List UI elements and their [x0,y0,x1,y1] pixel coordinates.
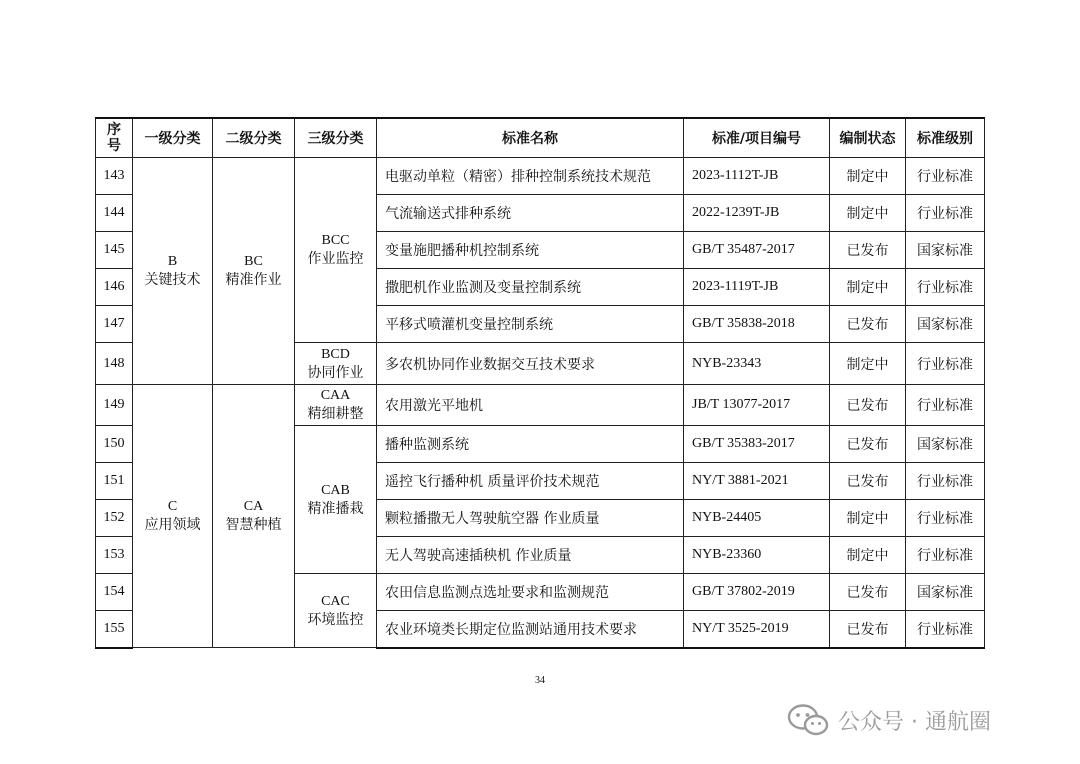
level-cell: 行业标准 [906,463,985,500]
level-cell: 行业标准 [906,500,985,537]
status-cell: 已发布 [830,574,906,611]
header-seq: 序 号 [96,118,133,158]
status-cell: 已发布 [830,306,906,343]
level3-category-bcd: BCD 协同作业 [295,343,377,385]
standard-name: 农业环境类长期定位监测站通用技术要求 [377,611,684,648]
level-cell: 行业标准 [906,537,985,574]
row-number: 148 [96,343,133,385]
status-cell: 已发布 [830,385,906,426]
row-number: 150 [96,426,133,463]
standard-code: NYB-24405 [684,500,830,537]
level-cell: 行业标准 [906,195,985,232]
row-number: 152 [96,500,133,537]
standard-code: 2023-1112T-JB [684,158,830,195]
standard-code: NY/T 3881-2021 [684,463,830,500]
status-cell: 已发布 [830,232,906,269]
level3-category-caa: CAA 精细耕整 [295,385,377,426]
header-level3: 三级分类 [295,118,377,158]
level1-category-c: C 应用领域 [133,385,213,648]
level2-category-bc: BC 精准作业 [213,158,295,385]
standard-code: GB/T 35383-2017 [684,426,830,463]
row-number: 144 [96,195,133,232]
standard-code: GB/T 35838-2018 [684,306,830,343]
table-header-row [96,118,985,158]
standard-name: 变量施肥播种机控制系统 [377,232,684,269]
header-level2: 二级分类 [213,118,295,158]
standard-name: 电驱动单粒（精密）排种控制系统技术规范 [377,158,684,195]
standard-name: 多农机协同作业数据交互技术要求 [377,343,684,385]
status-cell: 制定中 [830,269,906,306]
level-cell: 行业标准 [906,158,985,195]
row-number: 154 [96,574,133,611]
page-number: 34 [535,675,545,686]
level-cell: 行业标准 [906,269,985,306]
header-level: 标准级别 [906,118,985,158]
status-cell: 已发布 [830,611,906,648]
level-cell: 国家标准 [906,426,985,463]
level2-category-ca: CA 智慧种植 [213,385,295,648]
status-cell: 制定中 [830,537,906,574]
standard-name: 农用激光平地机 [377,385,684,426]
level-cell: 国家标准 [906,232,985,269]
standard-code: NY/T 3525-2019 [684,611,830,648]
status-cell: 已发布 [830,426,906,463]
level-cell: 行业标准 [906,385,985,426]
status-cell: 制定中 [830,195,906,232]
header-code: 标准/项目编号 [684,118,830,158]
level-cell: 行业标准 [906,611,985,648]
row-number: 147 [96,306,133,343]
standard-name: 农田信息监测点选址要求和监测规范 [377,574,684,611]
level3-category-cac: CAC 环境监控 [295,574,377,648]
row-number: 153 [96,537,133,574]
row-number: 145 [96,232,133,269]
level3-category-cab: CAB 精准播栽 [295,426,377,574]
header-status: 编制状态 [830,118,906,158]
level-cell: 国家标准 [906,306,985,343]
standard-name: 气流输送式排种系统 [377,195,684,232]
status-cell: 已发布 [830,463,906,500]
row-number: 155 [96,611,133,648]
watermark-text: 公众号 · 通航圈 [838,709,991,735]
level1-category-b: B 关键技术 [133,158,213,385]
standard-code: 2022-1239T-JB [684,195,830,232]
standard-name: 平移式喷灌机变量控制系统 [377,306,684,343]
row-number: 149 [96,385,133,426]
header-name: 标准名称 [377,118,684,158]
standard-name: 颗粒播撒无人驾驶航空器 作业质量 [377,500,684,537]
standard-name: 遥控飞行播种机 质量评价技术规范 [377,463,684,500]
standard-code: NYB-23343 [684,343,830,385]
table-row [96,385,985,426]
table-row [96,158,985,195]
standard-code: GB/T 37802-2019 [684,574,830,611]
level3-category-bcc: BCC 作业监控 [295,158,377,343]
status-cell: 制定中 [830,343,906,385]
standard-name: 播种监测系统 [377,426,684,463]
level-cell: 国家标准 [906,574,985,611]
status-cell: 制定中 [830,158,906,195]
watermark [786,700,991,740]
row-number: 146 [96,269,133,306]
standards-table [95,117,985,649]
standard-code: 2023-1119T-JB [684,269,830,306]
header-level1: 一级分类 [133,118,213,158]
status-cell: 制定中 [830,500,906,537]
level-cell: 行业标准 [906,343,985,385]
standard-name: 无人驾驶高速插秧机 作业质量 [377,537,684,574]
standard-name: 撒肥机作业监测及变量控制系统 [377,269,684,306]
standard-code: GB/T 35487-2017 [684,232,830,269]
wechat-icon [786,702,830,738]
row-number: 151 [96,463,133,500]
standard-code: JB/T 13077-2017 [684,385,830,426]
standard-code: NYB-23360 [684,537,830,574]
row-number: 143 [96,158,133,195]
